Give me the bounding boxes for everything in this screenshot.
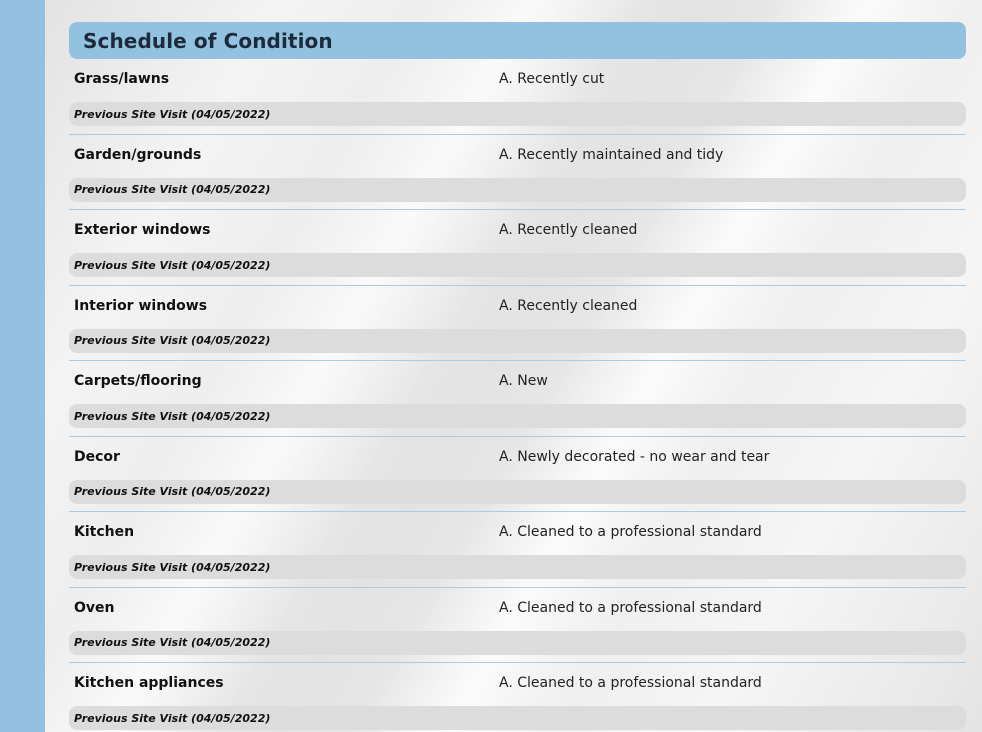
- item-value: A. Newly decorated - no wear and tear: [499, 448, 770, 465]
- previous-site-visit-bar[interactable]: [69, 631, 966, 655]
- condition-row-kitchen: [69, 512, 966, 588]
- schedule-of-condition-section: [69, 22, 966, 732]
- item-label: Oven: [74, 599, 115, 616]
- item-value: A. Cleaned to a professional standard: [499, 524, 762, 540]
- condition-row-oven: [69, 588, 966, 664]
- section-header: [69, 22, 966, 59]
- previous-site-visit-bar[interactable]: [69, 555, 966, 579]
- previous-site-visit-bar[interactable]: [69, 329, 966, 353]
- item-value: A. Recently cut: [499, 71, 605, 87]
- item-value: A. Recently cleaned: [499, 222, 638, 238]
- item-value: A. Recently maintained and tidy: [499, 146, 724, 163]
- previous-site-visit-bar[interactable]: [69, 480, 966, 504]
- previous-site-visit-label: Previous Site Visit (04/05/2022): [74, 560, 271, 574]
- condition-row-decor: [69, 437, 966, 513]
- previous-site-visit-label: Previous Site Visit (04/05/2022): [74, 183, 271, 196]
- item-label: Carpets/flooring: [74, 373, 202, 389]
- previous-site-visit-label: Previous Site Visit (04/05/2022): [74, 409, 271, 423]
- previous-site-visit-label: Previous Site Visit (04/05/2022): [74, 258, 271, 272]
- previous-site-visit-bar[interactable]: [69, 706, 966, 730]
- item-value: A. Cleaned to a professional standard: [499, 599, 762, 616]
- condition-row-garden-grounds: [69, 135, 966, 211]
- previous-site-visit-bar[interactable]: [69, 253, 966, 277]
- item-label: Garden/grounds: [74, 146, 202, 163]
- previous-site-visit-bar[interactable]: [69, 178, 966, 202]
- previous-site-visit-label: Previous Site Visit (04/05/2022): [74, 636, 271, 649]
- item-label: Grass/lawns: [74, 71, 170, 87]
- item-value: A. New: [499, 373, 548, 389]
- condition-row-carpets-flooring: [69, 361, 966, 437]
- item-label: Kitchen appliances: [74, 675, 224, 691]
- item-value: A. Recently cleaned: [499, 297, 638, 314]
- previous-site-visit-label: Previous Site Visit (04/05/2022): [74, 334, 271, 347]
- left-sidebar-strip: [0, 0, 45, 732]
- condition-row-kitchen-appliances: [69, 663, 966, 732]
- condition-row-grass-lawns: [69, 59, 966, 135]
- previous-site-visit-label: Previous Site Visit (04/05/2022): [74, 711, 271, 725]
- item-label: Kitchen: [74, 524, 135, 540]
- previous-site-visit-label: Previous Site Visit (04/05/2022): [74, 107, 271, 121]
- section-title: Schedule of Condition: [83, 28, 333, 53]
- condition-row-exterior-windows: [69, 210, 966, 286]
- condition-row-interior-windows: [69, 286, 966, 362]
- item-label: Decor: [74, 448, 120, 465]
- previous-site-visit-bar[interactable]: [69, 404, 966, 428]
- previous-site-visit-label: Previous Site Visit (04/05/2022): [74, 485, 271, 498]
- item-value: A. Cleaned to a professional standard: [499, 675, 762, 691]
- condition-list: [69, 59, 966, 732]
- item-label: Interior windows: [74, 297, 208, 314]
- previous-site-visit-bar[interactable]: [69, 102, 966, 126]
- item-label: Exterior windows: [74, 222, 211, 238]
